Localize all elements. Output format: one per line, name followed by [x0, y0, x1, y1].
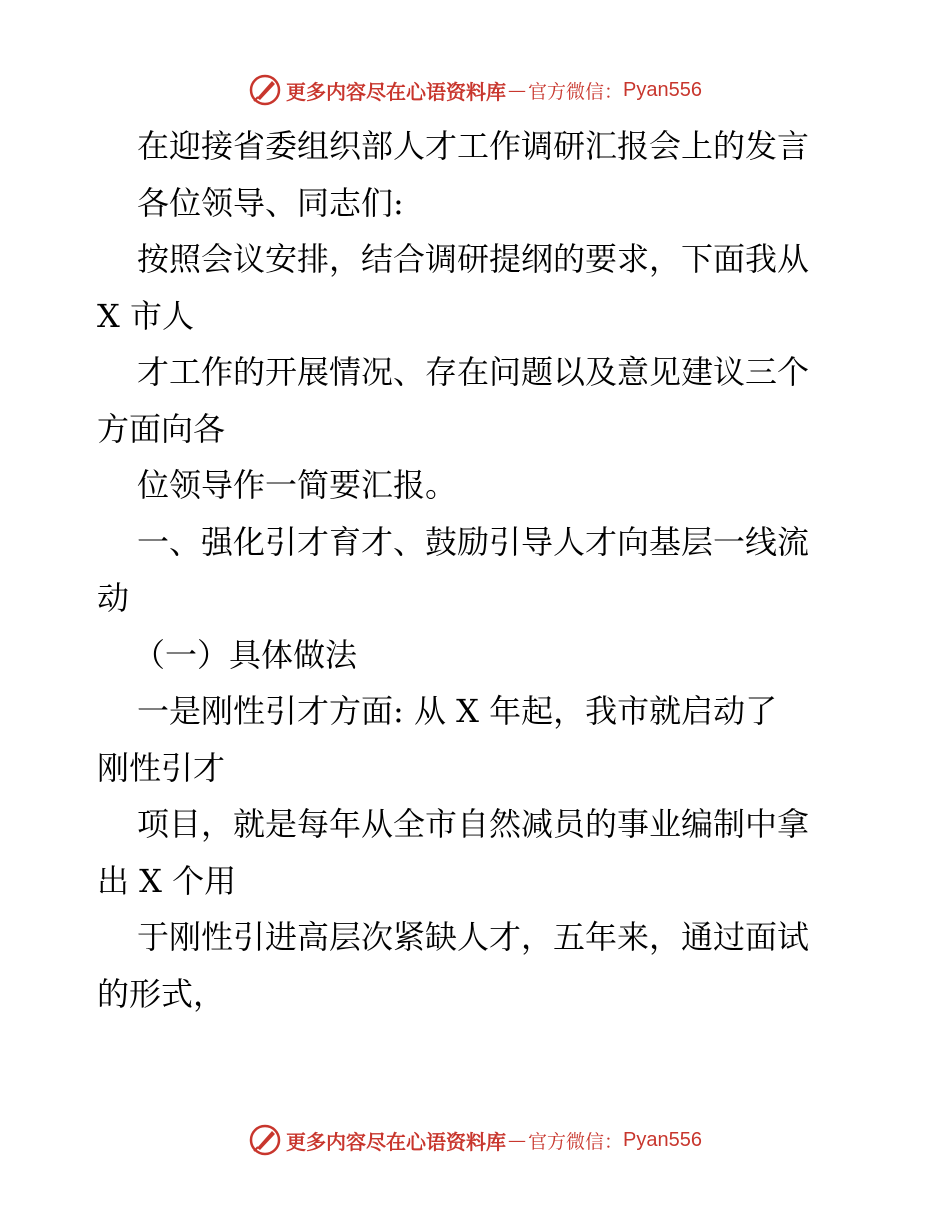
- paragraph-line: 位领导作一简要汇报。: [137, 466, 458, 504]
- section-heading: 动: [97, 579, 130, 617]
- footer-banner: [0, 1120, 950, 1160]
- banner-wechat-label: 官方微信：: [528, 1130, 624, 1153]
- paragraph-line: 才工作的开展情况、存在问题以及意见建议三个: [137, 353, 810, 391]
- quill-pen-logo-icon: [248, 73, 282, 107]
- banner-separator: —: [508, 79, 526, 101]
- banner-separator: —: [508, 1129, 526, 1151]
- banner-wechat-label: 官方微信：: [528, 80, 624, 103]
- quill-pen-logo-icon: [248, 1123, 282, 1157]
- banner-main-text: 更多内容尽在心语资料库: [286, 1129, 506, 1154]
- paragraph-line: 刚性引才: [97, 748, 226, 787]
- paragraph-line: 出 X 个用: [97, 861, 237, 900]
- section-heading: 一、强化引才育才、鼓励引导人才向基层一线流: [137, 522, 810, 561]
- paragraph-line: X 市人: [97, 296, 194, 335]
- subsection-heading: （一）具体做法: [133, 635, 358, 674]
- paragraph-line: 按照会议安排，结合调研提纲的要求，下面我从: [137, 240, 810, 278]
- salutation: 各位领导、同志们:: [137, 183, 404, 222]
- paragraph-line: 于刚性引进高层次紧缺人才，五年来，通过面试: [137, 918, 810, 956]
- banner-wechat-id: Pyan556: [623, 78, 702, 101]
- header-banner: [0, 70, 950, 110]
- paragraph-line: 方面向各: [97, 409, 226, 448]
- paragraph-line: 的形式，: [97, 974, 226, 1013]
- document-body: [97, 118, 867, 1022]
- paragraph-line: 一是刚性引才方面: 从 X 年起，我市就启动了: [137, 692, 778, 730]
- banner-wechat-id: Pyan556: [623, 1128, 702, 1151]
- banner-main-text: 更多内容尽在心语资料库: [286, 79, 506, 104]
- paragraph-line: 项目，就是每年从全市自然减员的事业编制中拿: [137, 805, 810, 843]
- document-title: 在迎接省委组织部人才工作调研汇报会上的发言: [137, 127, 810, 165]
